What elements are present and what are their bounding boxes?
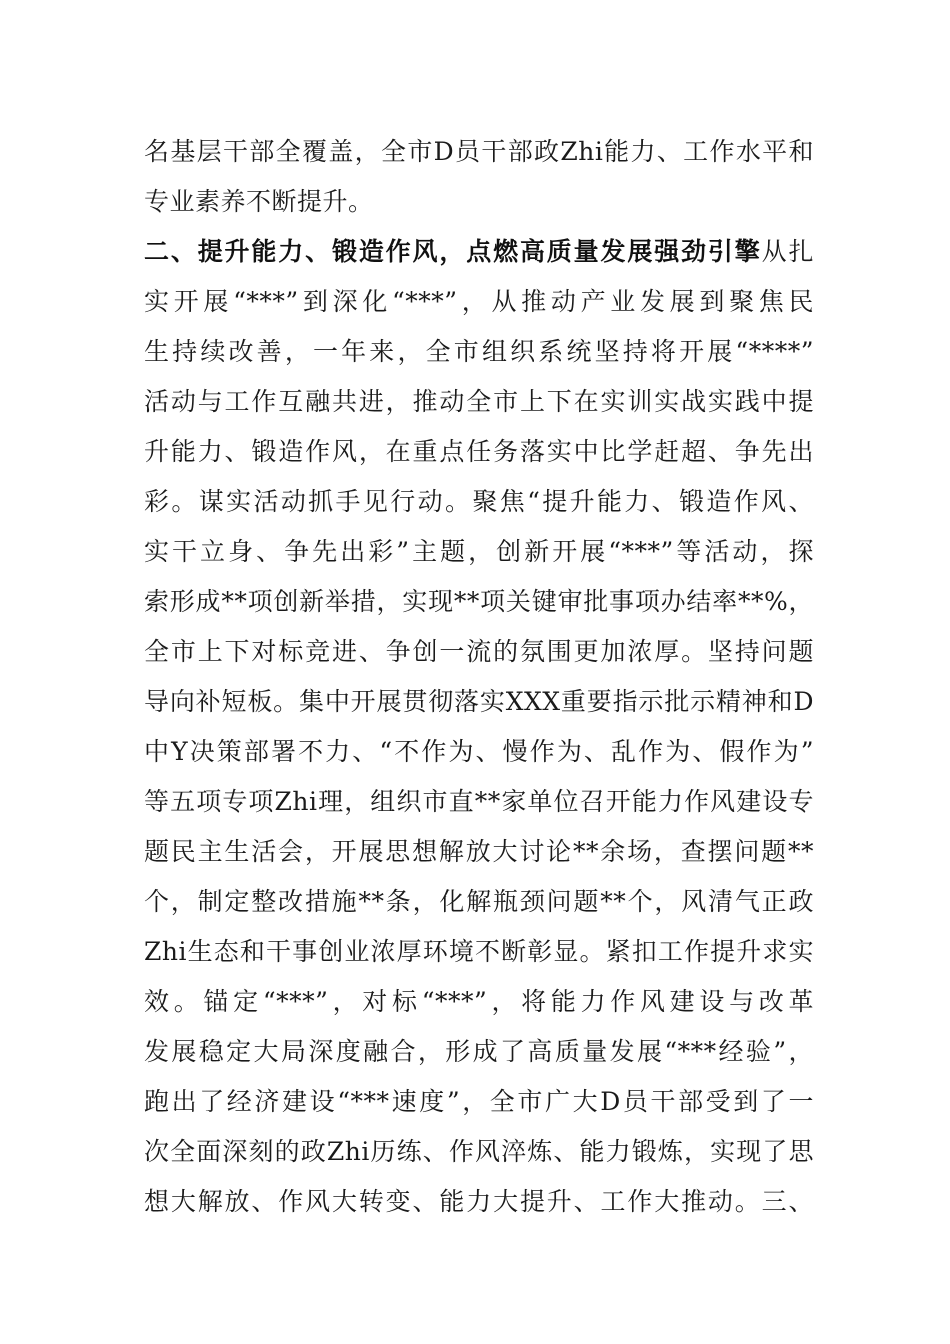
text-line: 彩。谋实活动抓手见行动。聚焦“提升能力、锻造作风、 xyxy=(144,487,814,516)
text-line: 实开展“***”到深化“***”，从推动产业发展到聚焦民 xyxy=(144,287,814,316)
section-heading-line xyxy=(144,227,814,277)
text-line: 题民主生活会，开展思想解放大讨论**余场，查摆问题** xyxy=(144,837,814,866)
text-line: 导向补短板。集中开展贯彻落实XXX重要指示批示精神和D xyxy=(144,687,814,716)
text-line: 生持续改善，一年来，全市组织系统坚持将开展“****” xyxy=(144,337,814,366)
text-line: 名基层干部全覆盖，全市D员干部政Zhi能力、工作水平和 xyxy=(144,137,814,166)
text-line: 等五项专项Zhi理，组织市直**家单位召开能力作风建设专 xyxy=(144,787,814,816)
text-line: 想大解放、作风大转变、能力大提升、工作大推动。三、 xyxy=(144,1187,814,1216)
text-line: 全市上下对标竞进、争创一流的氛围更加浓厚。坚持问题 xyxy=(144,637,814,666)
text-line: 中Y决策部署不力、“不作为、慢作为、乱作为、假作为” xyxy=(144,737,814,766)
text-line-continuation: 从扎 xyxy=(761,237,814,266)
text-line: 索形成**项创新举措，实现**项关键审批事项办结率**%， xyxy=(144,587,814,616)
text-line: 专业素养不断提升。 xyxy=(144,187,374,216)
text-line: 活动与工作互融共进，推动全市上下在实训实战实践中提 xyxy=(144,387,814,416)
text-line: 次全面深刻的政Zhi历练、作风淬炼、能力锻炼，实现了思 xyxy=(144,1137,814,1166)
text-line: 跑出了经济建设“***速度”，全市广大D员干部受到了一 xyxy=(144,1087,814,1116)
text-line: 发展稳定大局深度融合，形成了高质量发展“***经验”， xyxy=(144,1037,814,1066)
text-line: 实干立身、争先出彩”主题，创新开展“***”等活动，探 xyxy=(144,537,814,566)
text-line: 升能力、锻造作风，在重点任务落实中比学赶超、争先出 xyxy=(144,437,814,466)
text-line: 效。锚定“***”，对标“***”，将能力作风建设与改革 xyxy=(144,987,814,1016)
section-heading: 二、提升能力、锻造作风，点燃高质量发展强劲引擎 xyxy=(144,237,762,266)
text-line: Zhi生态和干事创业浓厚环境不断彰显。紧扣工作提升求实 xyxy=(144,937,814,966)
body-text xyxy=(144,127,814,1227)
text-line: 个，制定整改措施**条，化解瓶颈问题**个，风清气正政 xyxy=(144,887,814,916)
